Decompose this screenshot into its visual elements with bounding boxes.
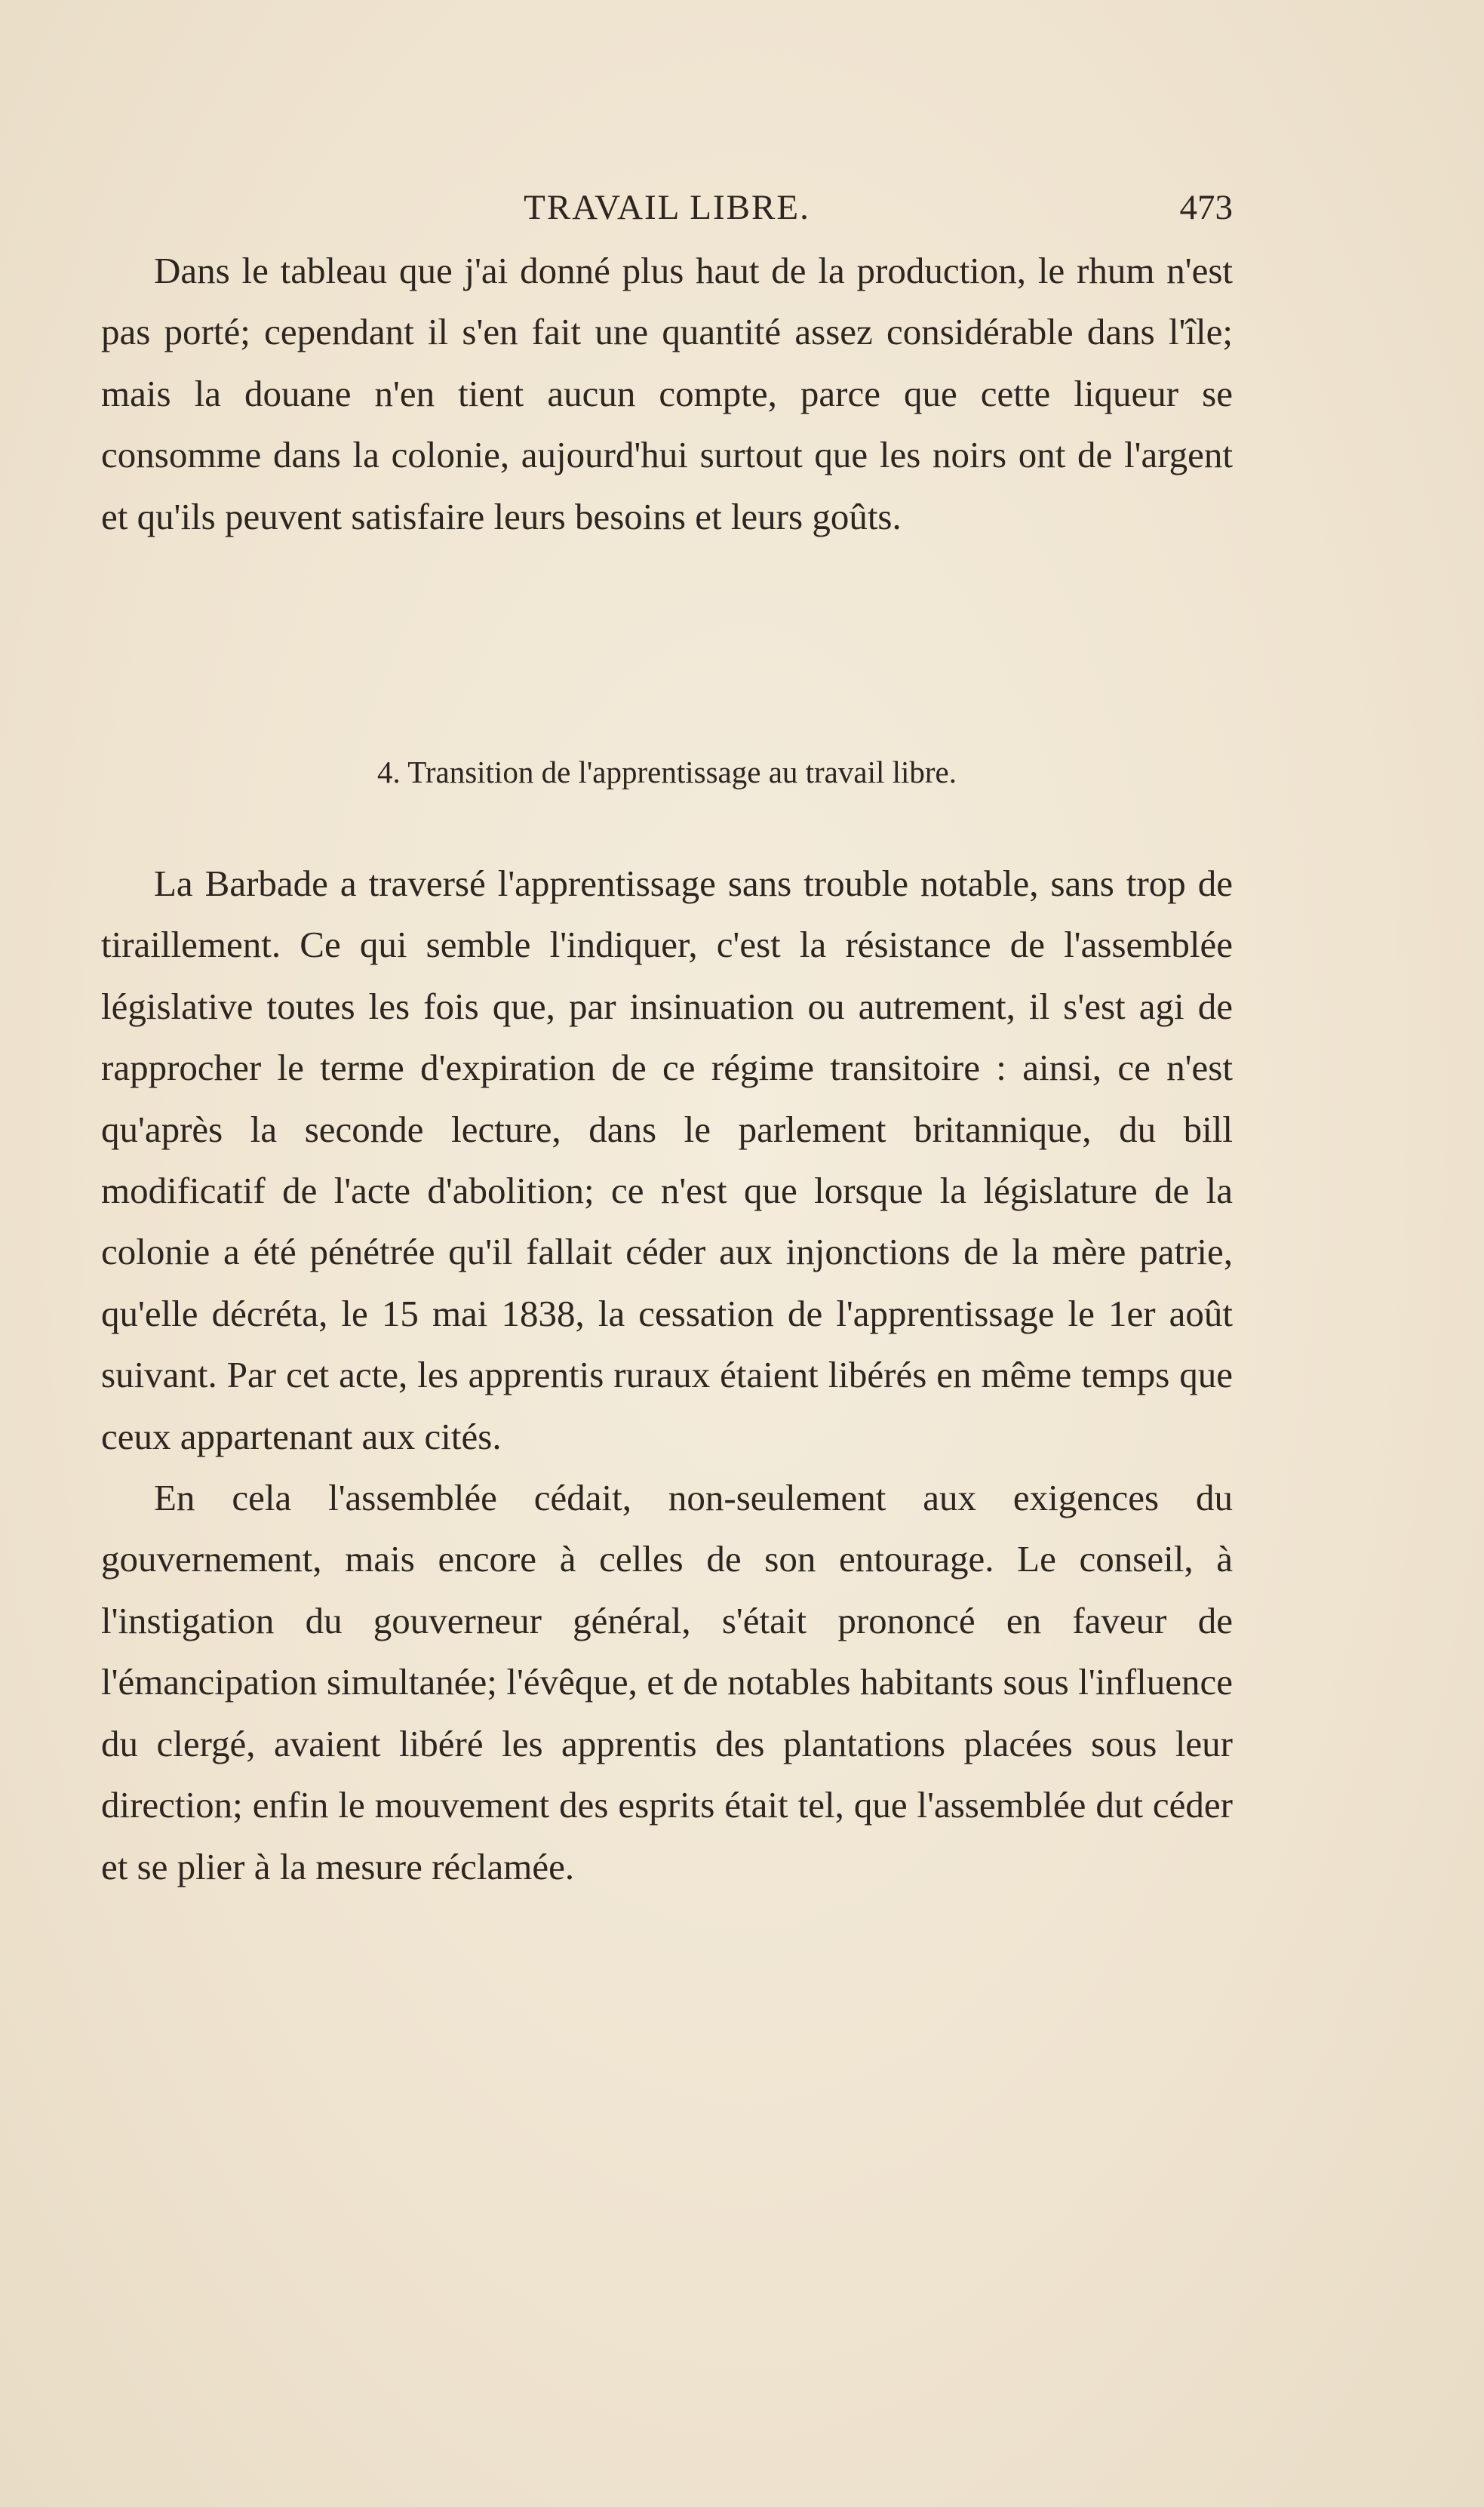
section-heading: 4. Transition de l'apprentissage au travail libre.: [376, 755, 957, 789]
paragraph-rum: Dans le tableau que j'ai donné plus haut de la production, le rhum n'est pas porté; cependant il s'en fait une quantité assez considérable dans l'île; mais la douane n'en tient aucun compte, parce que cette liqueur se consomme dans la colonie, aujourd'hui surtout que les noirs ont de l'argent et qu'ils peuvent satisfaire leurs besoins et leurs goûts.: [101, 250, 1233, 537]
paragraph-block-2: [101, 853, 1233, 1897]
running-title: TRAVAIL LIBRE.: [524, 188, 810, 227]
paragraph-block-1: [101, 240, 1233, 547]
paragraph-assemblee: En cela l'assemblée cédait, non-seulement aux exigences du gouvernement, mais encore à celles de son entourage. Le conseil, à l'instigation du gouverneur général, s'était prononcé en faveur de l'émancipation simultanée; l'évêque, et de notables habitants sous l'influence du clergé, avaient libéré les apprentis des plantations placées sous leur direction; enfin le mouvement des esprits était tel, que l'assemblée dut céder et se plier à la mesure réclamée.: [101, 1477, 1233, 1887]
running-head: [101, 181, 1233, 234]
paragraph-barbade: La Barbade a traversé l'apprentissage sans trouble notable, sans trop de tiraillement. Ce qui semble l'indiquer, c'est la résistance de l'assemblée législative toutes les fois que, par insinuation ou autrement, il s'est agi de rapprocher le terme d'expiration de ce régime transitoire : ainsi, ce n'est qu'après la seconde lecture, dans le parlement britannique, du bill modificatif de l'acte d'abolition; ce n'est que lorsque la législature de la colonie a été pénétrée qu'il fallait céder aux injonctions de la mère patrie, qu'elle décréta, le 15 mai 1838, la cessation de l'apprentissage le 1er août suivant. Par cet acte, les apprentis ruraux étaient libérés en même temps que ceux appartenant aux cités.: [101, 863, 1233, 1457]
page-number: 473: [1179, 188, 1233, 227]
